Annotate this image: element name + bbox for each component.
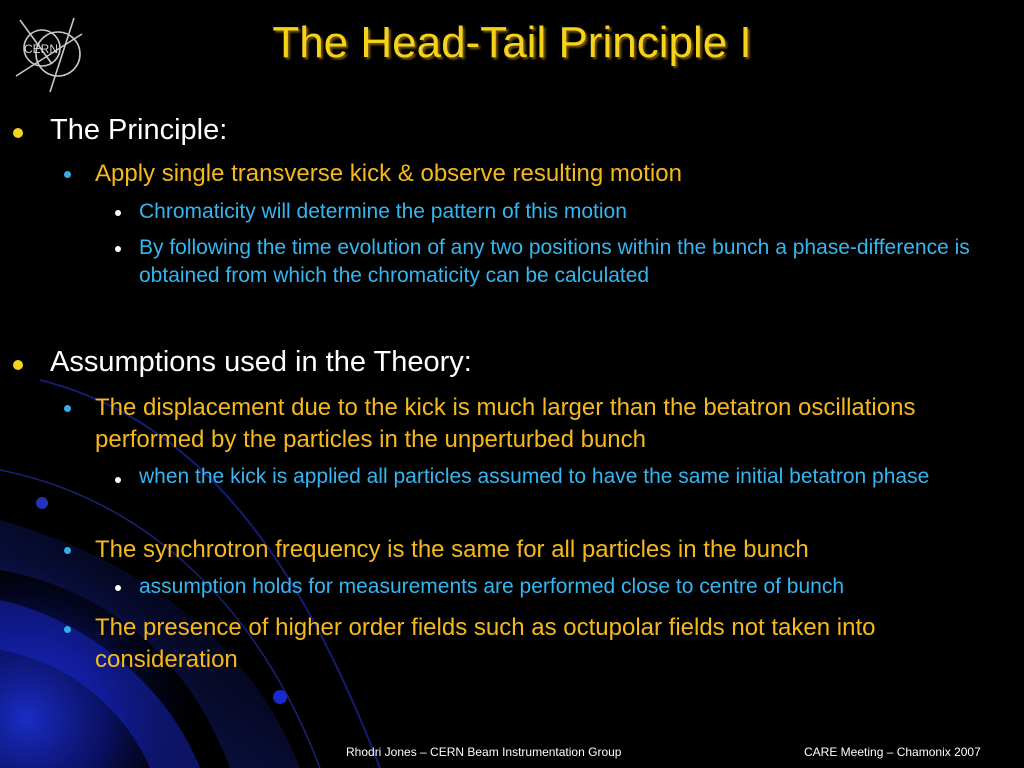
- bullet-item: The synchrotron frequency is the same for all particles in the bunch: [95, 536, 809, 563]
- bullet-level2: [64, 626, 71, 633]
- bullet-level1: [13, 360, 23, 370]
- bullet-level3: [115, 210, 121, 216]
- bullet-level3: [115, 477, 121, 483]
- bullet-level2: [64, 405, 71, 412]
- svg-text:CERN: CERN: [24, 42, 59, 56]
- slide-title: The Head-Tail Principle I: [272, 18, 752, 67]
- bullet-level2: [64, 171, 71, 178]
- section-heading: Assumptions used in the Theory:: [50, 346, 472, 378]
- sub-bullet-item: Chromaticity will determine the pattern of this motion: [139, 200, 627, 223]
- bullet-level3: [115, 585, 121, 591]
- sub-bullet-item: By following the time evolution of any two positions within the bunch a phase-difference is obtained from which the chromaticity can be calculated: [139, 236, 970, 287]
- footer-right: CARE Meeting – Chamonix 2007: [804, 745, 981, 759]
- footer-left: Rhodri Jones – CERN Beam Instrumentation Group: [346, 745, 622, 759]
- bullet-item: The presence of higher order fields such as octupolar fields not taken into consideration: [95, 614, 876, 673]
- sub-bullet-item: when the kick is applied all particles assumed to have the same initial betatron phase: [139, 465, 930, 488]
- bullet-level3: [115, 246, 121, 252]
- bullet-level2: [64, 547, 71, 554]
- bullet-item: The displacement due to the kick is much larger than the betatron oscillations performed by the particles in the unperturbed bunch: [95, 394, 916, 453]
- bullet-item: Apply single transverse kick & observe resulting motion: [95, 160, 682, 187]
- section-heading: The Principle:: [50, 114, 228, 146]
- bullet-level1: [13, 128, 23, 138]
- sub-bullet-item: assumption holds for measurements are performed close to centre of bunch: [139, 575, 845, 598]
